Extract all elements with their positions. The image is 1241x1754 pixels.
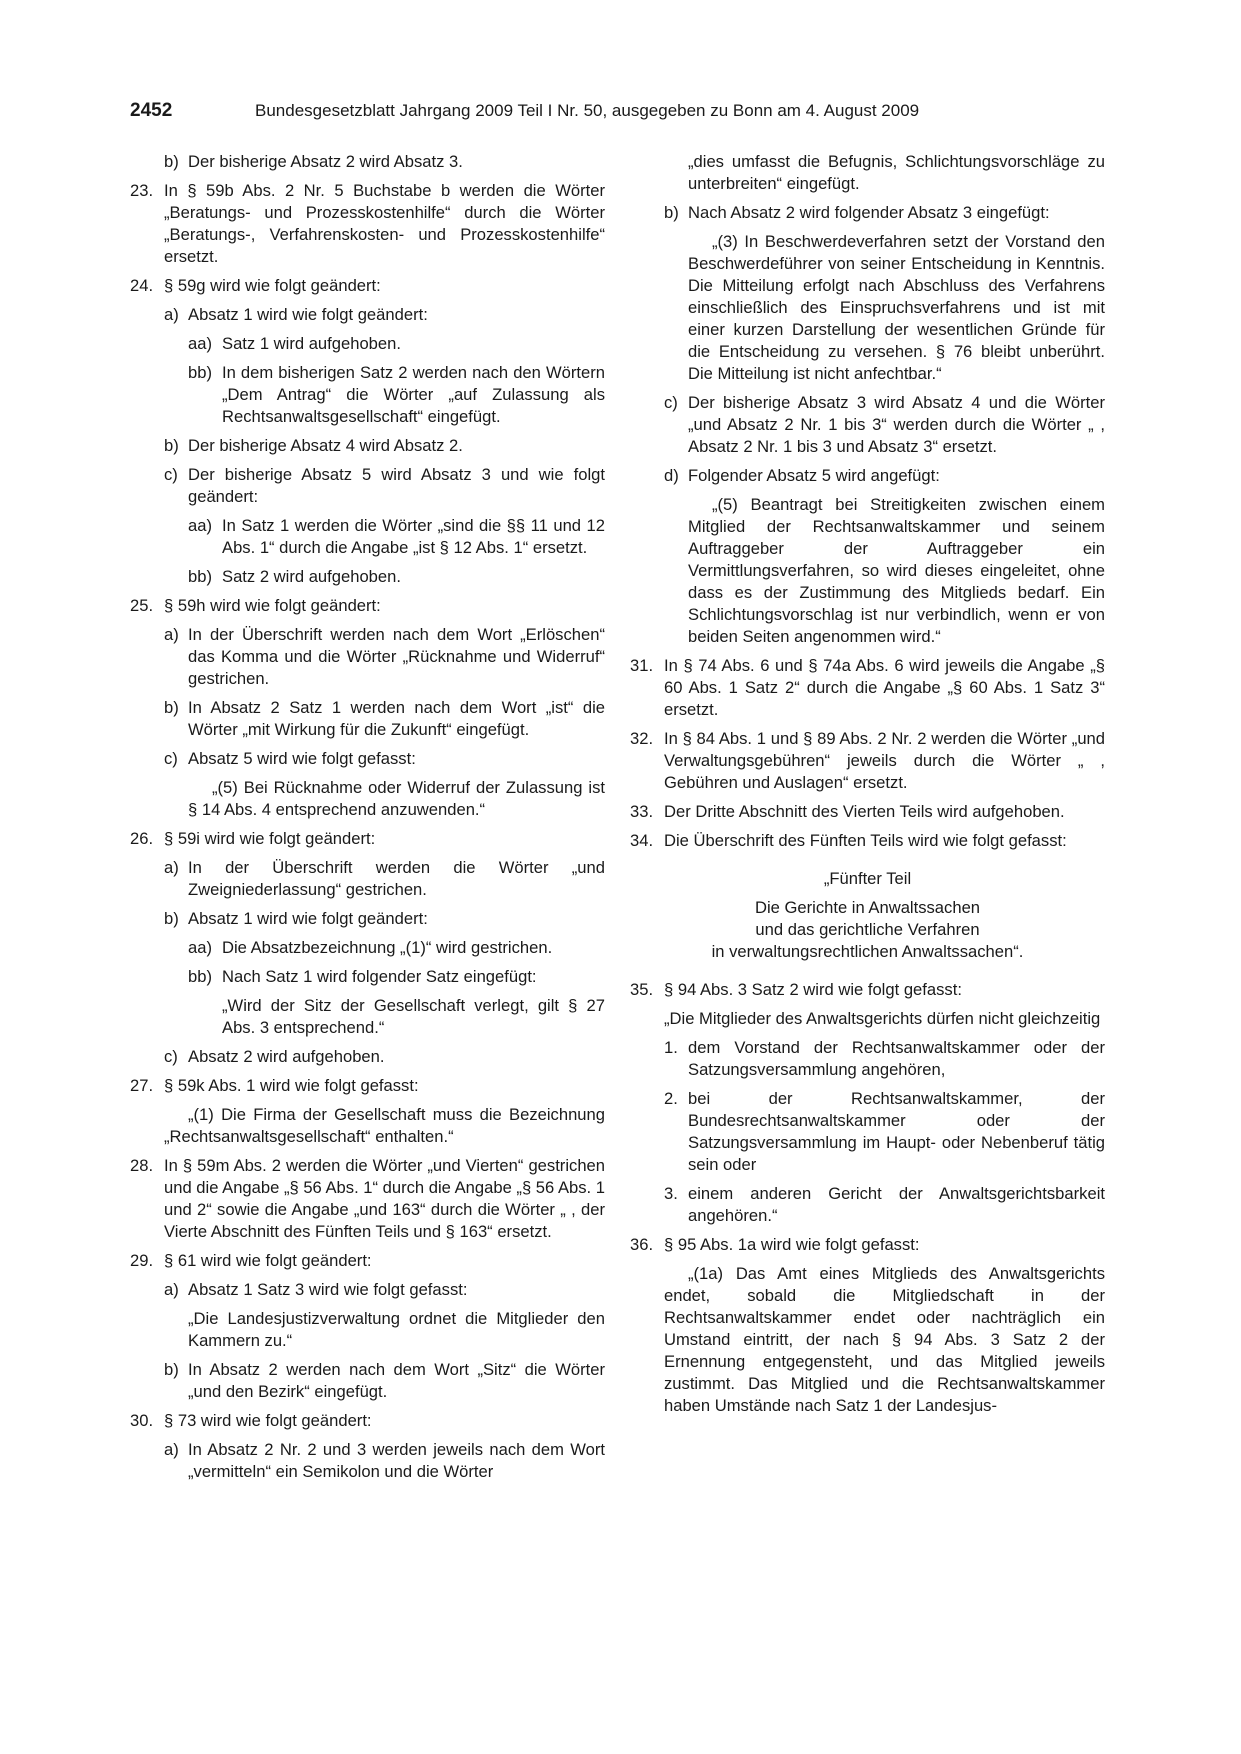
list-item: 34. Die Überschrift des Fünften Teils wird wie folgt gefasst: — [630, 831, 1067, 850]
list-item: bb) In dem bisherigen Satz 2 werden nach den Wörtern „Dem Antrag“ die Wörter „auf Zulassung als Rechtsanwaltsgesellschaft“ eingefügt. — [188, 363, 605, 426]
page-number: 2452 — [130, 100, 173, 121]
right-column — [630, 151, 1105, 1424]
list-item: c) Der bisherige Absatz 3 wird Absatz 4 und die Wörter „und Absatz 2 Nr. 1 bis 3“ werden durch die Wörter „ , Absatz 2 Nr. 1 bis 3 und Absatz 3“ ersetzt. — [664, 393, 1105, 456]
continued-text: „dies umfasst die Befugnis, Schlichtungsvorschläge zu unterbreiten“ eingefügt. — [688, 152, 1105, 193]
heading-line: in verwaltungsrechtlichen Anwaltssachen“. — [711, 942, 1024, 961]
list-item: 1. dem Vorstand der Rechtsanwaltskammer oder der Satzungsversammlung angehören, — [664, 1038, 1105, 1079]
list-item: aa) Satz 1 wird aufgehoben. — [188, 334, 401, 353]
list-item: d) Folgender Absatz 5 wird angefügt: — [664, 466, 940, 485]
list-item: b) Der bisherige Absatz 2 wird Absatz 3. — [164, 152, 463, 171]
list-item: 3. einem anderen Gericht der Anwaltsgerichtsbarkeit angehören.“ — [664, 1184, 1105, 1225]
heading-line: Die Gerichte in Anwaltssachen — [754, 898, 981, 917]
page-header-title: Bundesgesetzblatt Jahrgang 2009 Teil I Nr. 50, ausgegeben zu Bonn am 4. August 2009 — [255, 101, 920, 120]
list-item: 33. Der Dritte Abschnitt des Vierten Teils wird aufgehoben. — [630, 802, 1065, 821]
list-item: a) In der Überschrift werden nach dem Wort „Erlöschen“ das Komma und die Wörter „Rücknahme und Widerruf“ gestrichen. — [164, 625, 605, 688]
quoted-paragraph: „(3) In Beschwerdeverfahren setzt der Vorstand den Beschwerdeführer von seiner Entscheidung in Kenntnis. Die Mitteilung erfolgt nach Abschluss des Verfahrens einschließlich des Einspruchsverfahrens und ist mit einer kurzen Darstellung der wesentlichen Gründe für die Entscheidung zu versehen. § 76 bleibt unberührt. Die Mitteilung ist nicht anfechtbar.“ — [688, 232, 1105, 383]
list-item: bb) Satz 2 wird aufgehoben. — [188, 567, 401, 586]
list-item: a) Absatz 1 wird wie folgt geändert: — [164, 305, 428, 324]
list-item: 26. § 59i wird wie folgt geändert: — [130, 829, 376, 848]
list-item: 25. § 59h wird wie folgt geändert: — [130, 596, 381, 615]
list-item: 23. In § 59b Abs. 2 Nr. 5 Buchstabe b werden die Wörter „Beratungs- und Prozesskostenhilfe“ durch die Wörter „Beratungs-, Verfahrenskosten- und Prozesskostenhilfe“ ersetzt. — [130, 181, 605, 266]
quoted-paragraph: „Die Landesjustizverwaltung ordnet die Mitglieder den Kammern zu.“ — [188, 1309, 605, 1350]
list-item: 27. § 59k Abs. 1 wird wie folgt gefasst: — [130, 1076, 419, 1095]
list-item: b) In Absatz 2 Satz 1 werden nach dem Wort „ist“ die Wörter „mit Wirkung für die Zukunft“ eingefügt. — [164, 698, 605, 739]
quoted-paragraph: „(5) Bei Rücknahme oder Widerruf der Zulassung ist § 14 Abs. 4 entsprechend anzuwenden.“ — [188, 778, 605, 819]
quoted-paragraph: „(1a) Das Amt eines Mitglieds des Anwaltsgerichts endet, sobald die Mitgliedschaft in der Rechtsanwaltskammer endet oder nachträglich ein Umstand eintritt, der nach § 94 Abs. 3 Satz 2 der Ernennung entgegensteht, und das Mitglied jeweils zustimmt. Das Mitglied und die Rechtsanwaltskammer haben Umstände nach Satz 1 der Landesjus- — [664, 1264, 1105, 1415]
quoted-paragraph: „(1) Die Firma der Gesellschaft muss die Bezeichnung „Rechtsanwaltsgesellschaft“ enthalten.“ — [164, 1105, 605, 1146]
list-item: 24. § 59g wird wie folgt geändert: — [130, 276, 381, 295]
left-column — [130, 151, 605, 1490]
list-item: a) Absatz 1 Satz 3 wird wie folgt gefasst: — [164, 1280, 468, 1299]
list-item: c) Der bisherige Absatz 5 wird Absatz 3 und wie folgt geändert: — [164, 465, 605, 506]
heading-line: „Fünfter Teil — [823, 869, 912, 888]
list-item: 30. § 73 wird wie folgt geändert: — [130, 1411, 372, 1430]
list-item: 2. bei der Rechtsanwaltskammer, der Bundesrechtsanwaltskammer oder der Satzungsversammlung im Haupt- oder Nebenberuf tätig sein oder — [664, 1089, 1105, 1174]
heading-line: und das gerichtliche Verfahren — [755, 920, 980, 939]
list-item: 32. In § 84 Abs. 1 und § 89 Abs. 2 Nr. 2 werden die Wörter „und Verwaltungsgebühren“ jeweils durch die Wörter „ , Gebühren und Auslagen“ ersetzt. — [630, 729, 1105, 792]
list-item: c) Absatz 2 wird aufgehoben. — [164, 1047, 385, 1066]
list-item: aa) In Satz 1 werden die Wörter „sind die §§ 11 und 12 Abs. 1“ durch die Angabe „ist § 12 Abs. 1“ ersetzt. — [188, 516, 605, 557]
list-item: 35. § 94 Abs. 3 Satz 2 wird wie folgt gefasst: — [630, 980, 962, 999]
list-item: c) Absatz 5 wird wie folgt gefasst: — [164, 749, 416, 768]
list-item: b) Der bisherige Absatz 4 wird Absatz 2. — [164, 436, 463, 455]
quoted-paragraph: „(5) Beantragt bei Streitigkeiten zwischen einem Mitglied der Rechtsanwaltskammer und seinem Auftraggeber der Auftraggeber ein Vermittlungsverfahren, so wird dieses eingeleitet, ohne dass es der Zustimmung des Mitglieds bedarf. Ein Schlichtungsvorschlag ist nur verbindlich, wenn er von beiden Seiten angenommen wird.“ — [688, 495, 1105, 646]
list-item: bb) Nach Satz 1 wird folgender Satz eingefügt: — [188, 967, 537, 986]
list-item: 28. In § 59m Abs. 2 werden die Wörter „und Vierten“ gestrichen und die Angabe „§ 56 Abs. 1“ durch die Angabe „§ 56 Abs. 1 und 2“ sowie die Angabe „und 163“ durch die Wörter „ , der Vierte Abschnitt des Fünften Teils und § 163“ ersetzt. — [130, 1156, 605, 1241]
quoted-paragraph: „Die Mitglieder des Anwaltsgerichts dürfen nicht gleichzeitig — [664, 1009, 1101, 1028]
list-item: 29. § 61 wird wie folgt geändert: — [130, 1251, 372, 1270]
list-item: 31. In § 74 Abs. 6 und § 74a Abs. 6 wird jeweils die Angabe „§ 60 Abs. 1 Satz 2“ durch die Angabe „§ 60 Abs. 1 Satz 3“ ersetzt. — [630, 656, 1105, 719]
list-item: aa) Die Absatzbezeichnung „(1)“ wird gestrichen. — [188, 938, 553, 957]
list-item: a) In der Überschrift werden die Wörter „und Zweigniederlassung“ gestrichen. — [164, 858, 605, 899]
list-item: b) Absatz 1 wird wie folgt geändert: — [164, 909, 428, 928]
list-item: b) Nach Absatz 2 wird folgender Absatz 3 eingefügt: — [664, 203, 1050, 222]
list-item: b) In Absatz 2 werden nach dem Wort „Sitz“ die Wörter „und den Bezirk“ eingefügt. — [164, 1360, 605, 1401]
list-item: 36. § 95 Abs. 1a wird wie folgt gefasst: — [630, 1235, 920, 1254]
list-item: a) In Absatz 2 Nr. 2 und 3 werden jeweils nach dem Wort „vermitteln“ ein Semikolon und die Wörter — [164, 1440, 605, 1481]
quoted-paragraph: „Wird der Sitz der Gesellschaft verlegt, gilt § 27 Abs. 3 entsprechend.“ — [222, 996, 605, 1037]
